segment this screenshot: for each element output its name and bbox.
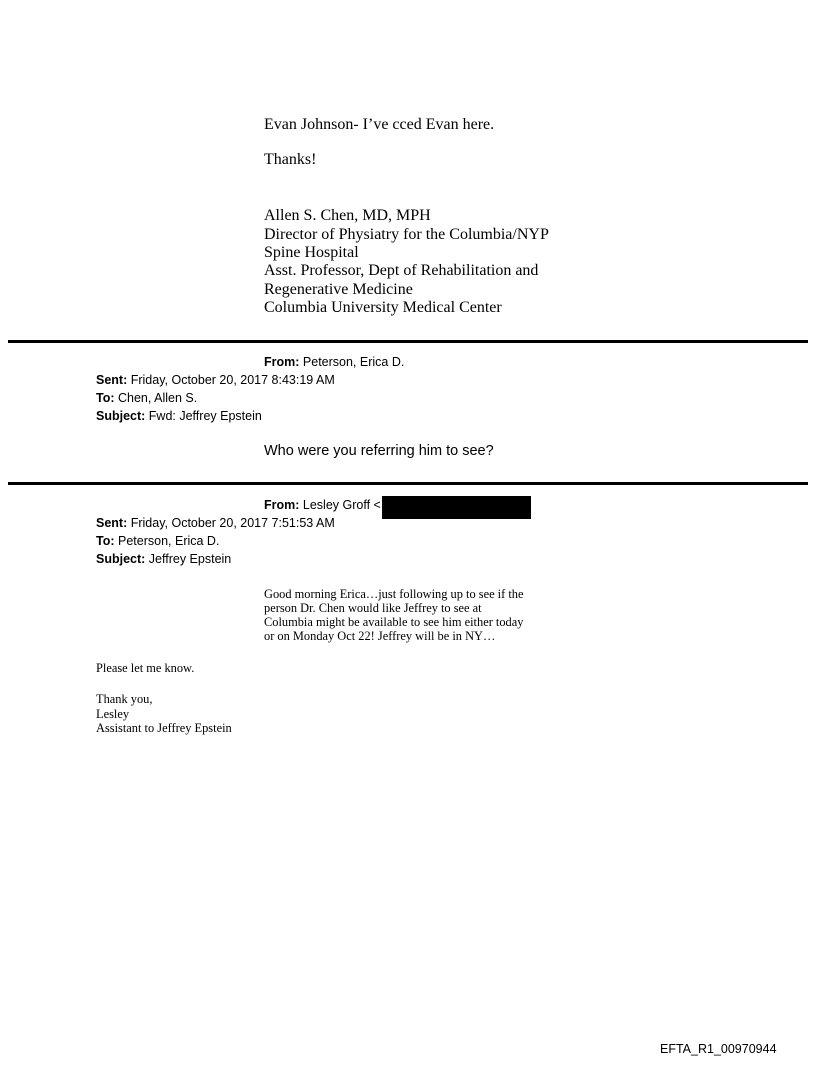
- email-to: To: Chen, Allen S.: [96, 391, 198, 405]
- body-line: Good morning Erica…just following up to see if the: [264, 587, 524, 601]
- email-to: To: Peterson, Erica D.: [96, 534, 220, 548]
- message-line: Evan Johnson- I’ve cced Evan here.: [264, 116, 495, 133]
- signature-line: Columbia University Medical Center: [264, 299, 502, 316]
- closing-line: Assistant to Jeffrey Epstein: [96, 721, 232, 735]
- signature-line: Regenerative Medicine: [264, 281, 413, 298]
- email-subject: Subject: Jeffrey Epstein: [96, 552, 232, 566]
- closing-line: Please let me know.: [96, 661, 195, 675]
- closing-line: Lesley: [96, 707, 130, 721]
- email-from: From: Lesley Groff <: [264, 498, 381, 512]
- email-from: From: Peterson, Erica D.: [264, 355, 405, 369]
- divider: [8, 482, 808, 485]
- signature-line: Spine Hospital: [264, 244, 359, 261]
- body-line: Columbia might be available to see him either today: [264, 615, 524, 629]
- email-sent: Sent: Friday, October 20, 2017 8:43:19 AM: [96, 373, 335, 387]
- divider: [8, 340, 808, 343]
- document-id: EFTA_R1_00970944: [660, 1042, 777, 1056]
- closing-line: Thank you,: [96, 692, 153, 706]
- email-body: Who were you referring him to see?: [264, 443, 494, 459]
- signature-line: Asst. Professor, Dept of Rehabilitation and: [264, 262, 539, 279]
- message-thanks: Thanks!: [264, 151, 317, 168]
- redaction-box: [382, 496, 531, 519]
- body-line: person Dr. Chen would like Jeffrey to see at: [264, 601, 482, 615]
- signature-line: Director of Physiatry for the Columbia/NYP: [264, 226, 549, 243]
- email-sent: Sent: Friday, October 20, 2017 7:51:53 AM: [96, 516, 335, 530]
- signature-line: Allen S. Chen, MD, MPH: [264, 207, 431, 224]
- body-line: or on Monday Oct 22! Jeffrey will be in NY…: [264, 629, 496, 643]
- email-subject: Subject: Fwd: Jeffrey Epstein: [96, 409, 262, 423]
